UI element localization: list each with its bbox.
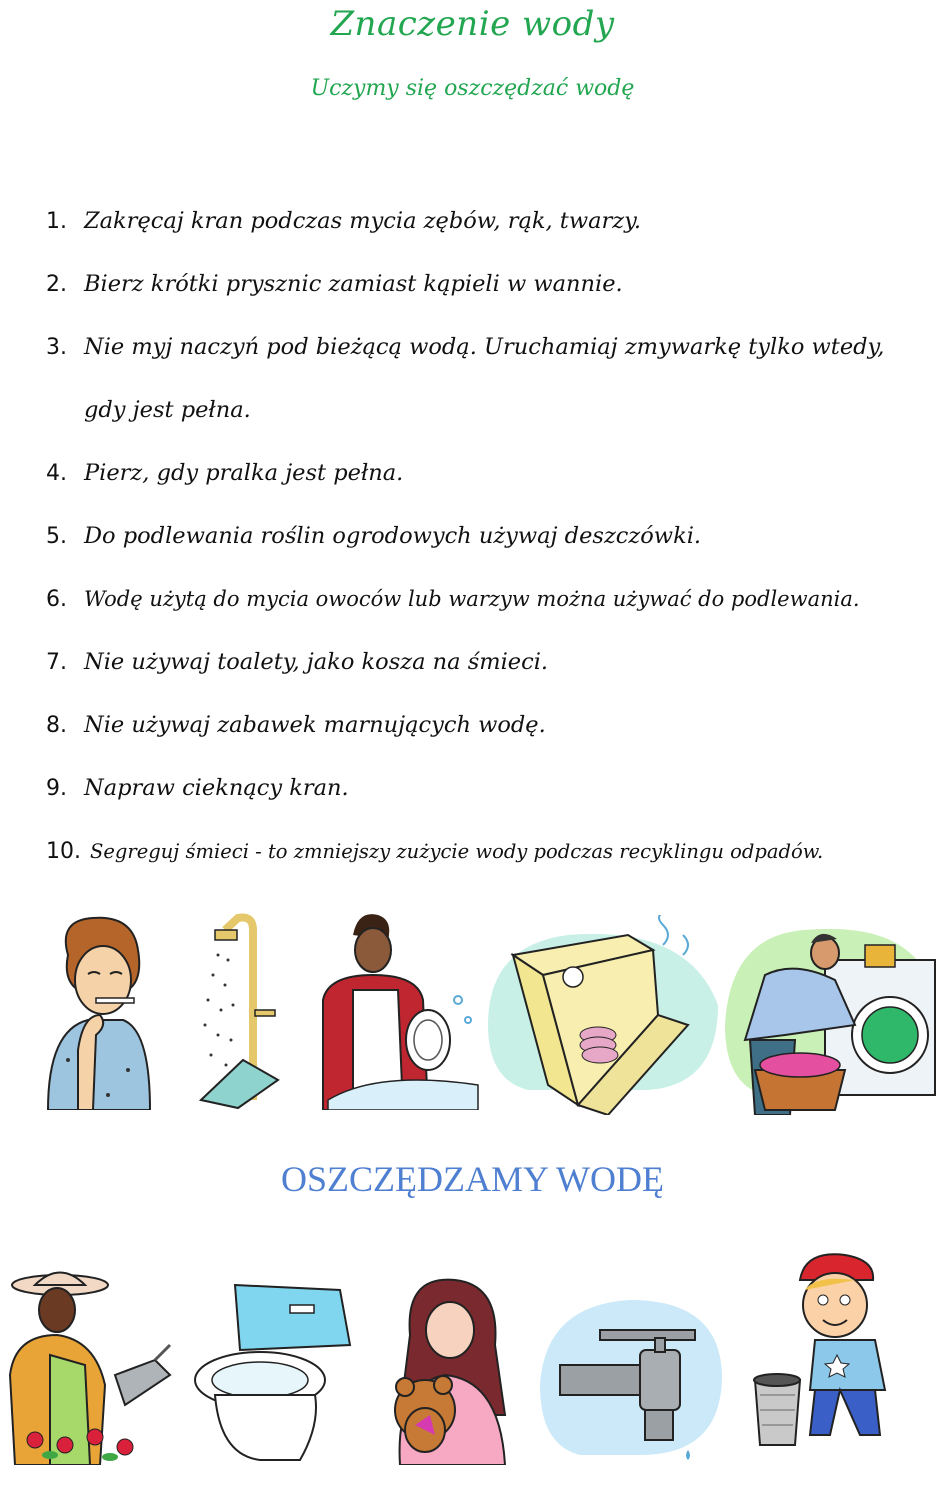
- page-subtitle: Uczymy się oszczędzać wodę: [310, 76, 635, 101]
- shower-illustration: [193, 910, 283, 1110]
- item-text: Wodę użytą do mycia owoców lub warzyw można używać do podlewania.: [84, 587, 860, 611]
- item-number: 7.: [46, 650, 67, 675]
- item-text: Segreguj śmieci - to zmniejszy zużycie wody podczas recyklingu odpadów.: [90, 840, 824, 863]
- item-number: 3.: [46, 335, 67, 360]
- item-text: Bierz krótki prysznic zamiast kąpieli w wannie.: [84, 271, 623, 297]
- man-loading-washing-machine-illustration: [725, 915, 940, 1115]
- list-item: [40, 442, 930, 505]
- list-item: [40, 253, 930, 316]
- item-number: 8.: [46, 713, 67, 738]
- rules-list: [40, 190, 930, 883]
- item-number: 4.: [46, 461, 67, 486]
- dishwasher-illustration: [488, 915, 718, 1115]
- list-item: [40, 190, 930, 253]
- page-title: Znaczenie wody: [330, 4, 615, 44]
- item-number: 2.: [46, 272, 67, 297]
- item-text: Nie używaj toalety, jako kosza na śmieci.: [84, 649, 549, 675]
- item-text: Nie myj naczyń pod bieżącą wodą. Uruchamiaj zmywarkę tylko wtedy, gdy jest pełna.: [84, 334, 885, 423]
- item-number: 10.: [46, 839, 81, 864]
- item-text: Napraw cieknący kran.: [84, 775, 349, 801]
- woman-watering-flowers-illustration: [5, 1265, 175, 1465]
- item-number: 9.: [46, 776, 67, 801]
- list-item: [40, 820, 930, 883]
- boy-with-trash-bin-illustration: [745, 1250, 935, 1450]
- boy-brushing-teeth-illustration: [38, 910, 156, 1110]
- list-item: [40, 631, 930, 694]
- list-item: [40, 694, 930, 757]
- headline: OSZCZĘDZAMY WODĘ: [281, 1159, 664, 1199]
- dripping-tap-illustration: [540, 1295, 725, 1465]
- item-number: 6.: [46, 587, 67, 612]
- item-number: 5.: [46, 524, 67, 549]
- toilet-illustration: [190, 1275, 360, 1465]
- list-item: [40, 757, 930, 820]
- item-text: Pierz, gdy pralka jest pełna.: [84, 460, 404, 486]
- item-number: 1.: [46, 209, 67, 234]
- item-text: Nie używaj zabawek marnujących wodę.: [84, 712, 546, 738]
- list-item: [40, 505, 930, 568]
- girl-with-teddy-bear-illustration: [385, 1275, 515, 1465]
- item-text: Do podlewania roślin ogrodowych używaj deszczówki.: [84, 523, 702, 549]
- list-item: [40, 316, 930, 442]
- list-item: [40, 568, 930, 631]
- item-text: Zakręcaj kran podczas mycia zębów, rąk, twarzy.: [84, 208, 641, 234]
- woman-washing-dishes-illustration: [318, 910, 488, 1110]
